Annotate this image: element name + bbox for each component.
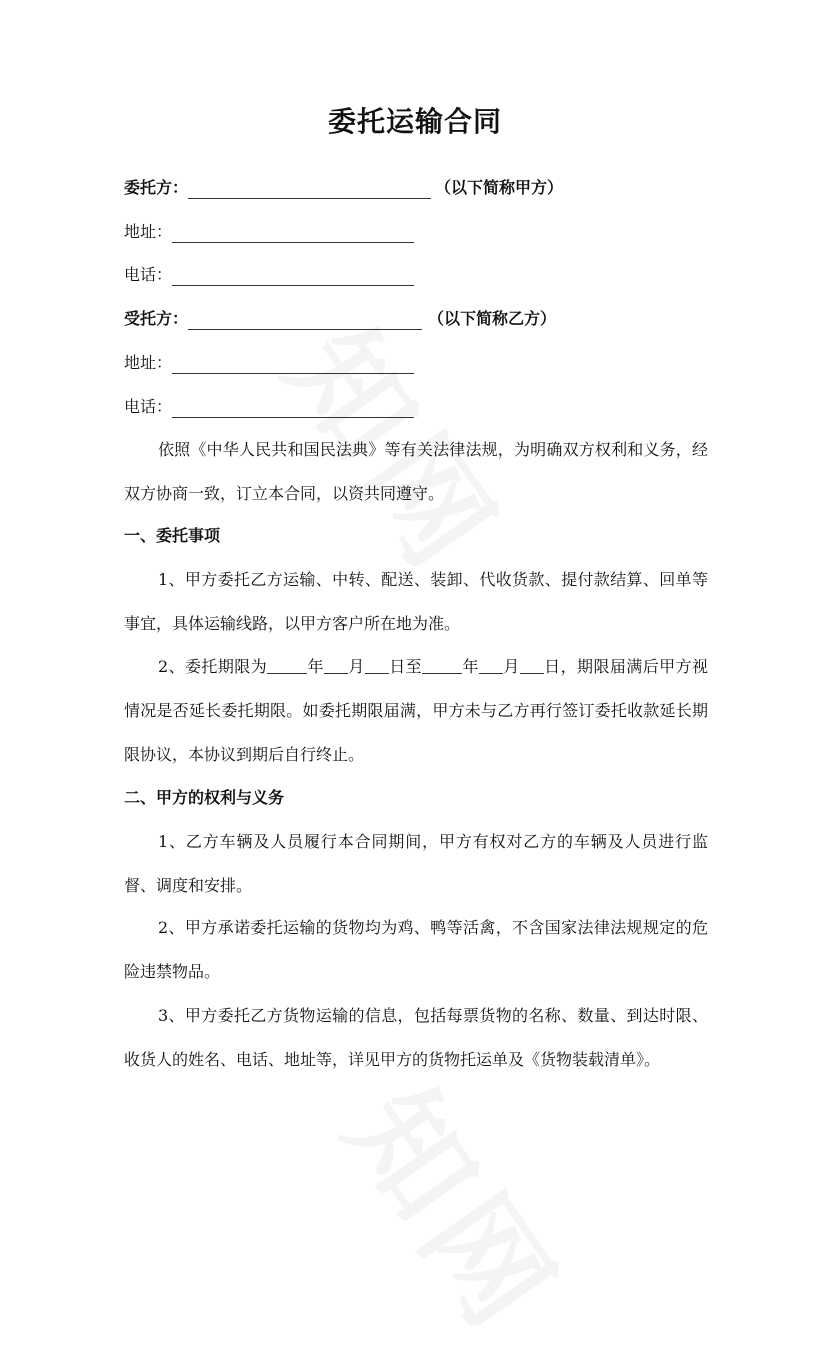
end-year-field[interactable] bbox=[422, 657, 462, 674]
start-year-field[interactable] bbox=[267, 657, 307, 674]
end-month-field[interactable] bbox=[479, 657, 503, 674]
section-2-item-3: 3、甲方委托乙方货物运输的信息，包括每票货物的名称、数量、到达时限、收货人的姓名、电话、地址等，详见甲方的货物托运单及《货物装载清单》。 bbox=[124, 1006, 708, 1069]
party-a-phone-field[interactable] bbox=[172, 267, 414, 286]
party-b-address-label: 地址： bbox=[124, 353, 173, 372]
party-b-address-field[interactable] bbox=[172, 355, 414, 374]
section-1-item-1: 1、甲方委托乙方运输、中转、配送、装卸、代收货款、提付款结算、回单等事宜，具体运输线路，以甲方客户所在地为准。 bbox=[124, 570, 708, 633]
party-b-row bbox=[124, 308, 556, 330]
end-day-field[interactable] bbox=[520, 657, 544, 674]
party-a-phone-label: 电话： bbox=[124, 265, 173, 284]
party-b-name-field[interactable] bbox=[188, 311, 422, 330]
party-b-phone-field[interactable] bbox=[172, 399, 414, 418]
watermark bbox=[315, 1050, 605, 1362]
section-2-item-1: 1、乙方车辆及人员履行本合同期间，甲方有权对乙方的车辆及人员进行监督、调度和安排。 bbox=[124, 832, 708, 895]
party-b-address-row bbox=[124, 352, 414, 374]
party-a-address-row bbox=[124, 221, 414, 243]
party-a-row bbox=[124, 177, 563, 199]
start-day-field[interactable] bbox=[365, 657, 389, 674]
party-a-label: 委托方： bbox=[124, 178, 189, 197]
party-b-label: 受托方： bbox=[124, 309, 189, 328]
section-1-item-2: 2、委托期限为 年 月 日至 年 月 日，期限届满后甲方视情况是否延长委托期限。如委托期限届满，甲方未与乙方再行签订委托收款延长期限协议，本协议到期后自行终止。 bbox=[124, 657, 708, 764]
party-a-name-field[interactable] bbox=[188, 180, 431, 199]
party-a-address-label: 地址： bbox=[124, 222, 173, 241]
start-month-field[interactable] bbox=[324, 657, 348, 674]
party-b-alias: （以下简称乙方） bbox=[428, 309, 557, 328]
party-a-address-field[interactable] bbox=[172, 224, 414, 243]
section-2-item-2: 2、甲方承诺委托运输的货物均为鸡、鸭等活禽，不含国家法律法规规定的危险违禁物品。 bbox=[124, 918, 708, 981]
party-a-phone-row bbox=[124, 264, 414, 286]
party-b-phone-row bbox=[124, 396, 414, 418]
party-b-phone-label: 电话： bbox=[124, 397, 173, 416]
section-2-heading: 二、甲方的权利与义务 bbox=[124, 788, 285, 807]
party-a-alias: （以下简称甲方） bbox=[435, 178, 564, 197]
section-1-heading: 一、委托事项 bbox=[124, 526, 221, 545]
document-title: 委托运输合同 bbox=[327, 105, 502, 138]
preamble-paragraph: 依照《中华人民共和国民法典》等有关法律法规，为明确双方权利和义务，经双方协商一致，订立本合同，以资共同遵守。 bbox=[124, 440, 708, 503]
